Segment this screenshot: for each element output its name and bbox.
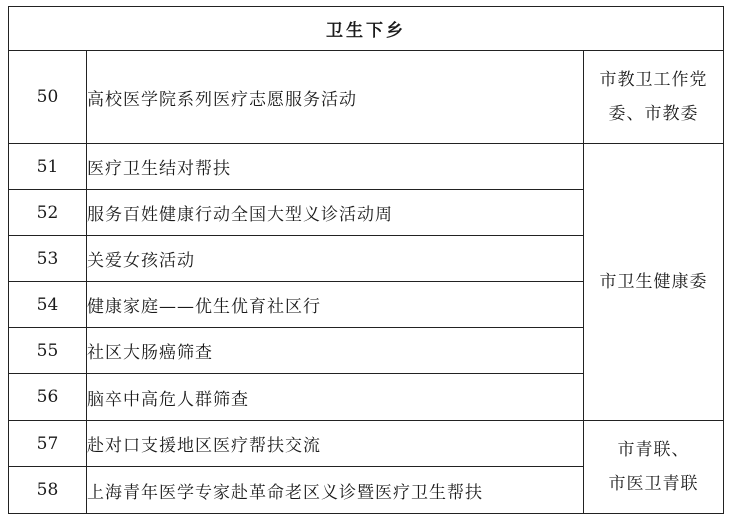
- section-title: 卫生下乡: [9, 7, 724, 51]
- row-number: 54: [9, 282, 87, 328]
- row-number: 51: [9, 144, 87, 190]
- row-number: 57: [9, 421, 87, 467]
- row-number: 55: [9, 328, 87, 374]
- activity-name: 医疗卫生结对帮扶: [87, 144, 584, 190]
- organizer-cell: [584, 51, 724, 144]
- organizer-line: 市教卫工作党: [599, 70, 708, 90]
- activity-name: 服务百姓健康行动全国大型义诊活动周: [87, 190, 584, 236]
- organizer-cell: [584, 421, 724, 514]
- organizer-cell: [584, 144, 724, 421]
- table-row: [9, 144, 724, 190]
- row-number: 53: [9, 236, 87, 282]
- organizer-line: 市青联、: [617, 440, 690, 460]
- row-number: 58: [9, 467, 87, 514]
- row-number: 50: [9, 51, 87, 144]
- activity-name: 关爱女孩活动: [87, 236, 584, 282]
- row-number: 52: [9, 190, 87, 236]
- section-header-row: [9, 7, 724, 51]
- table-row: [9, 421, 724, 467]
- activity-table: [8, 6, 724, 514]
- activity-name: 上海青年医学专家赴革命老区义诊暨医疗卫生帮扶: [87, 467, 584, 514]
- activity-name: 高校医学院系列医疗志愿服务活动: [87, 51, 584, 144]
- activity-name: 健康家庭——优生优育社区行: [87, 282, 584, 328]
- activity-name: 社区大肠癌筛查: [87, 328, 584, 374]
- activity-name: 脑卒中高危人群筛查: [87, 374, 584, 421]
- activity-name: 赴对口支援地区医疗帮扶交流: [87, 421, 584, 467]
- organizer-line: 委、市教委: [608, 104, 699, 124]
- table-row: [9, 51, 724, 144]
- row-number: 56: [9, 374, 87, 421]
- organizer-line: 市医卫青联: [608, 474, 699, 494]
- organizer-line: 市卫生健康委: [599, 272, 708, 292]
